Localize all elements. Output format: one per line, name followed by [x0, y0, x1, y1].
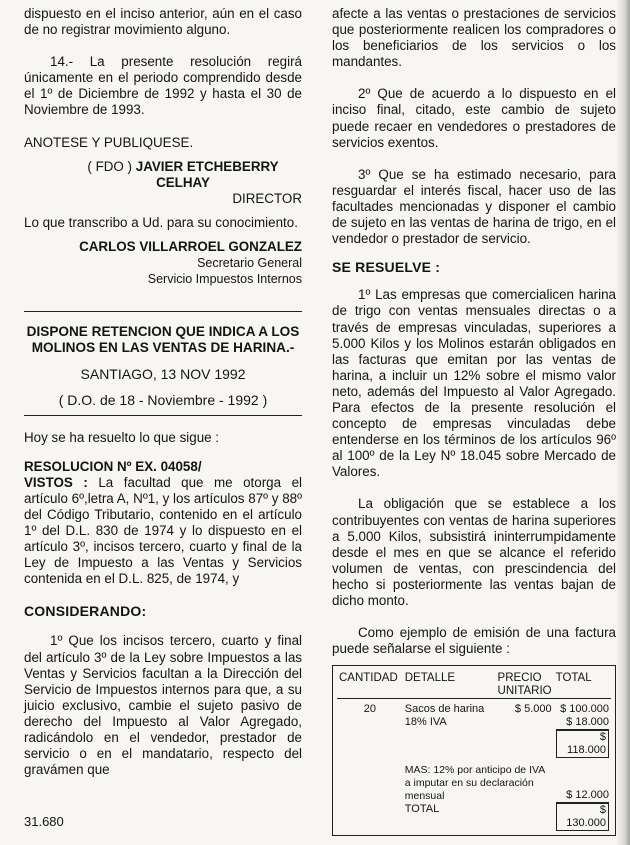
row-total-iva: $ 18.000: [556, 716, 609, 730]
invoice-header-row: [337, 670, 611, 699]
resolution-title: DISPONE RETENCION QUE INDICA A LOS MOLINOS EN LAS VENTAS DE HARINA.-: [26, 324, 300, 356]
header-precio-label: PRECIO: [497, 672, 542, 685]
considerando-3: 3º Que se ha estimado necesario, para resguardar el interés fiscal, hacer uso de las facultades mencionadas y disponer el cambio de sujeto en las ventas de harina de trigo, en el vendedor o prestador de servicio.: [332, 166, 616, 247]
mas-line3: mensual: [404, 790, 445, 803]
table-row: [337, 699, 611, 759]
mas-amount-cell: [554, 758, 611, 803]
row-detalle-line2: 18% IVA: [404, 716, 447, 729]
paragraph-continuation: dispuesto en el inciso anterior, aún en el caso de no registrar movimiento alguno.: [24, 6, 302, 38]
article-14: 14.- La presente resolución regirá únicamente en el periodo comprendido desde el 1º de Diciembre de 1992 y hasta el 30 de Noviembre de 1993.: [24, 54, 302, 118]
invoice-table: [337, 670, 611, 831]
left-column: [24, 6, 302, 778]
resolution-diario-oficial: ( D.O. de 18 - Noviembre - 1992 ): [58, 392, 268, 409]
right-column: [332, 6, 616, 836]
resolution-number: RESOLUCION Nº EX. 04058/: [24, 458, 202, 474]
header-detalle: DETALLE: [404, 672, 456, 685]
row-subtotal: $ 118.000: [556, 730, 609, 758]
considerando-2: 2º Que de acuerdo a lo dispuesto en el inciso final, citado, este cambio de sujeto puede recaer en vendedores o prestadores de servicios exentos.: [332, 86, 616, 150]
vistos-label: VISTOS :: [24, 474, 88, 490]
row-detalle-line1: Sacos de harina: [404, 703, 485, 716]
fdo-prefix: ( FDO ): [87, 158, 133, 174]
considerando-heading: CONSIDERANDO:: [24, 603, 147, 620]
row-precio: $ 5.000: [514, 703, 552, 716]
resolution-date: SANTIAGO, 13 NOV 1992: [80, 366, 246, 383]
ejemplo-intro: Como ejemplo de emisión de una factura puede señalarse el siguiente :: [332, 625, 616, 657]
row-detalle: [403, 699, 496, 759]
considerando-1: 1º Que los incisos tercero, cuarto y final del artículo 3º de la Ley sobre Impuestos a las Ventas y Servicios facultan a la Dirección del Servicio de Impuestos internos para que, a su juicio exclusivo, cambie el sujeto pasivo de derecho del Impuesto al Valor Agregado, radicándolo en el vendedor, prestador de servicio o en el mandatario, respecto del gravámen que: [24, 633, 302, 778]
header-unitario-label: UNITARIO: [497, 685, 552, 698]
total-label: TOTAL: [404, 803, 440, 816]
total-amount: $ 130.000: [556, 803, 609, 831]
considerando-1-continuation: afecte a las ventas o prestaciones de servicios que posteriormente realicen los compradores o los beneficiarios de los servicios o los mandantes.: [332, 6, 616, 70]
se-resuelve-heading: SE RESUELVE :: [332, 259, 441, 276]
row-total-neto: $ 100.000: [560, 703, 609, 716]
row-totals: [554, 699, 611, 759]
mas-line2: a imputar en su declaración: [404, 777, 534, 790]
resuelve-2: La obligación que se establece a los contribuyentes con ventas de harina superiores a 5.000 Kilos, subsistirá ininterrumpidamente desde el mes en que se alcance el referido volumen de ventas, con prescindencia del hecho si posteriormente las ventas bajan de dicho monto.: [332, 496, 616, 608]
director-name: JAVIER ETCHEBERRY CELHAY: [135, 158, 279, 190]
header-precio: [496, 670, 554, 699]
row-cantidad: 20: [363, 703, 376, 716]
director-title: DIRECTOR: [232, 190, 302, 206]
mas-detalle: [403, 758, 554, 803]
table-row: [337, 803, 611, 831]
header-total: TOTAL: [555, 672, 592, 685]
anotese-line: ANOTESE Y PUBLIQUESE.: [24, 134, 194, 150]
page-number: 31.680: [24, 814, 64, 829]
page-edge-shadow: [616, 0, 630, 845]
vistos-paragraph: [24, 475, 302, 588]
transcribo-line: Lo que transcribo a Ud. para su conocimiento.: [24, 214, 298, 230]
mas-line1: MAS: 12% por anticipo de IVA: [404, 764, 546, 777]
resuelve-1: 1º Las empresas que comercialicen harina de trigo con ventas mensuales directas o a través de empresas vinculadas, superiores a 5.000 Kilos y los Molinos estarán obligados en las facturas que emitan por las ventas de harina, a incluir un 12% sobre el mismo valor neto, además del Impuesto al Valor Agregado. Para efectos de la presente resolución el concepto de empresas vinculadas debe entenderse en los términos de los artículos 96º al 100º de la Ley Nº 18.045 sobre Mercado de Valores.: [332, 287, 616, 480]
signature-director: [24, 159, 302, 191]
invoice-example-box: [332, 665, 616, 836]
table-row: [337, 758, 611, 803]
mas-amount: $ 12.000: [556, 789, 609, 803]
vistos-text: La facultad que me otorga el artículo 6º,letra A, Nº1, y los artículos 87º y 88º del Código Tributario, contenido en el artículo 1º del D.L. 830 de 1974 y lo dispuesto en el artículo 3º, incisos tercero, cuarto y final de la Ley de Impuesto a las Ventas y Servicios contenida en el D.L. 825, de 1974, y: [24, 474, 302, 587]
service-name: Servicio Impuestos Internos: [147, 272, 302, 287]
header-cantidad: CANTIDAD: [339, 672, 398, 685]
total-amount-cell: [554, 803, 611, 831]
hoy-resuelto: Hoy se ha resuelto lo que sigue :: [24, 429, 220, 445]
secretary-title: Secretario General: [197, 256, 302, 271]
secretary-name: CARLOS VILLARROEL GONZALEZ: [79, 239, 302, 255]
